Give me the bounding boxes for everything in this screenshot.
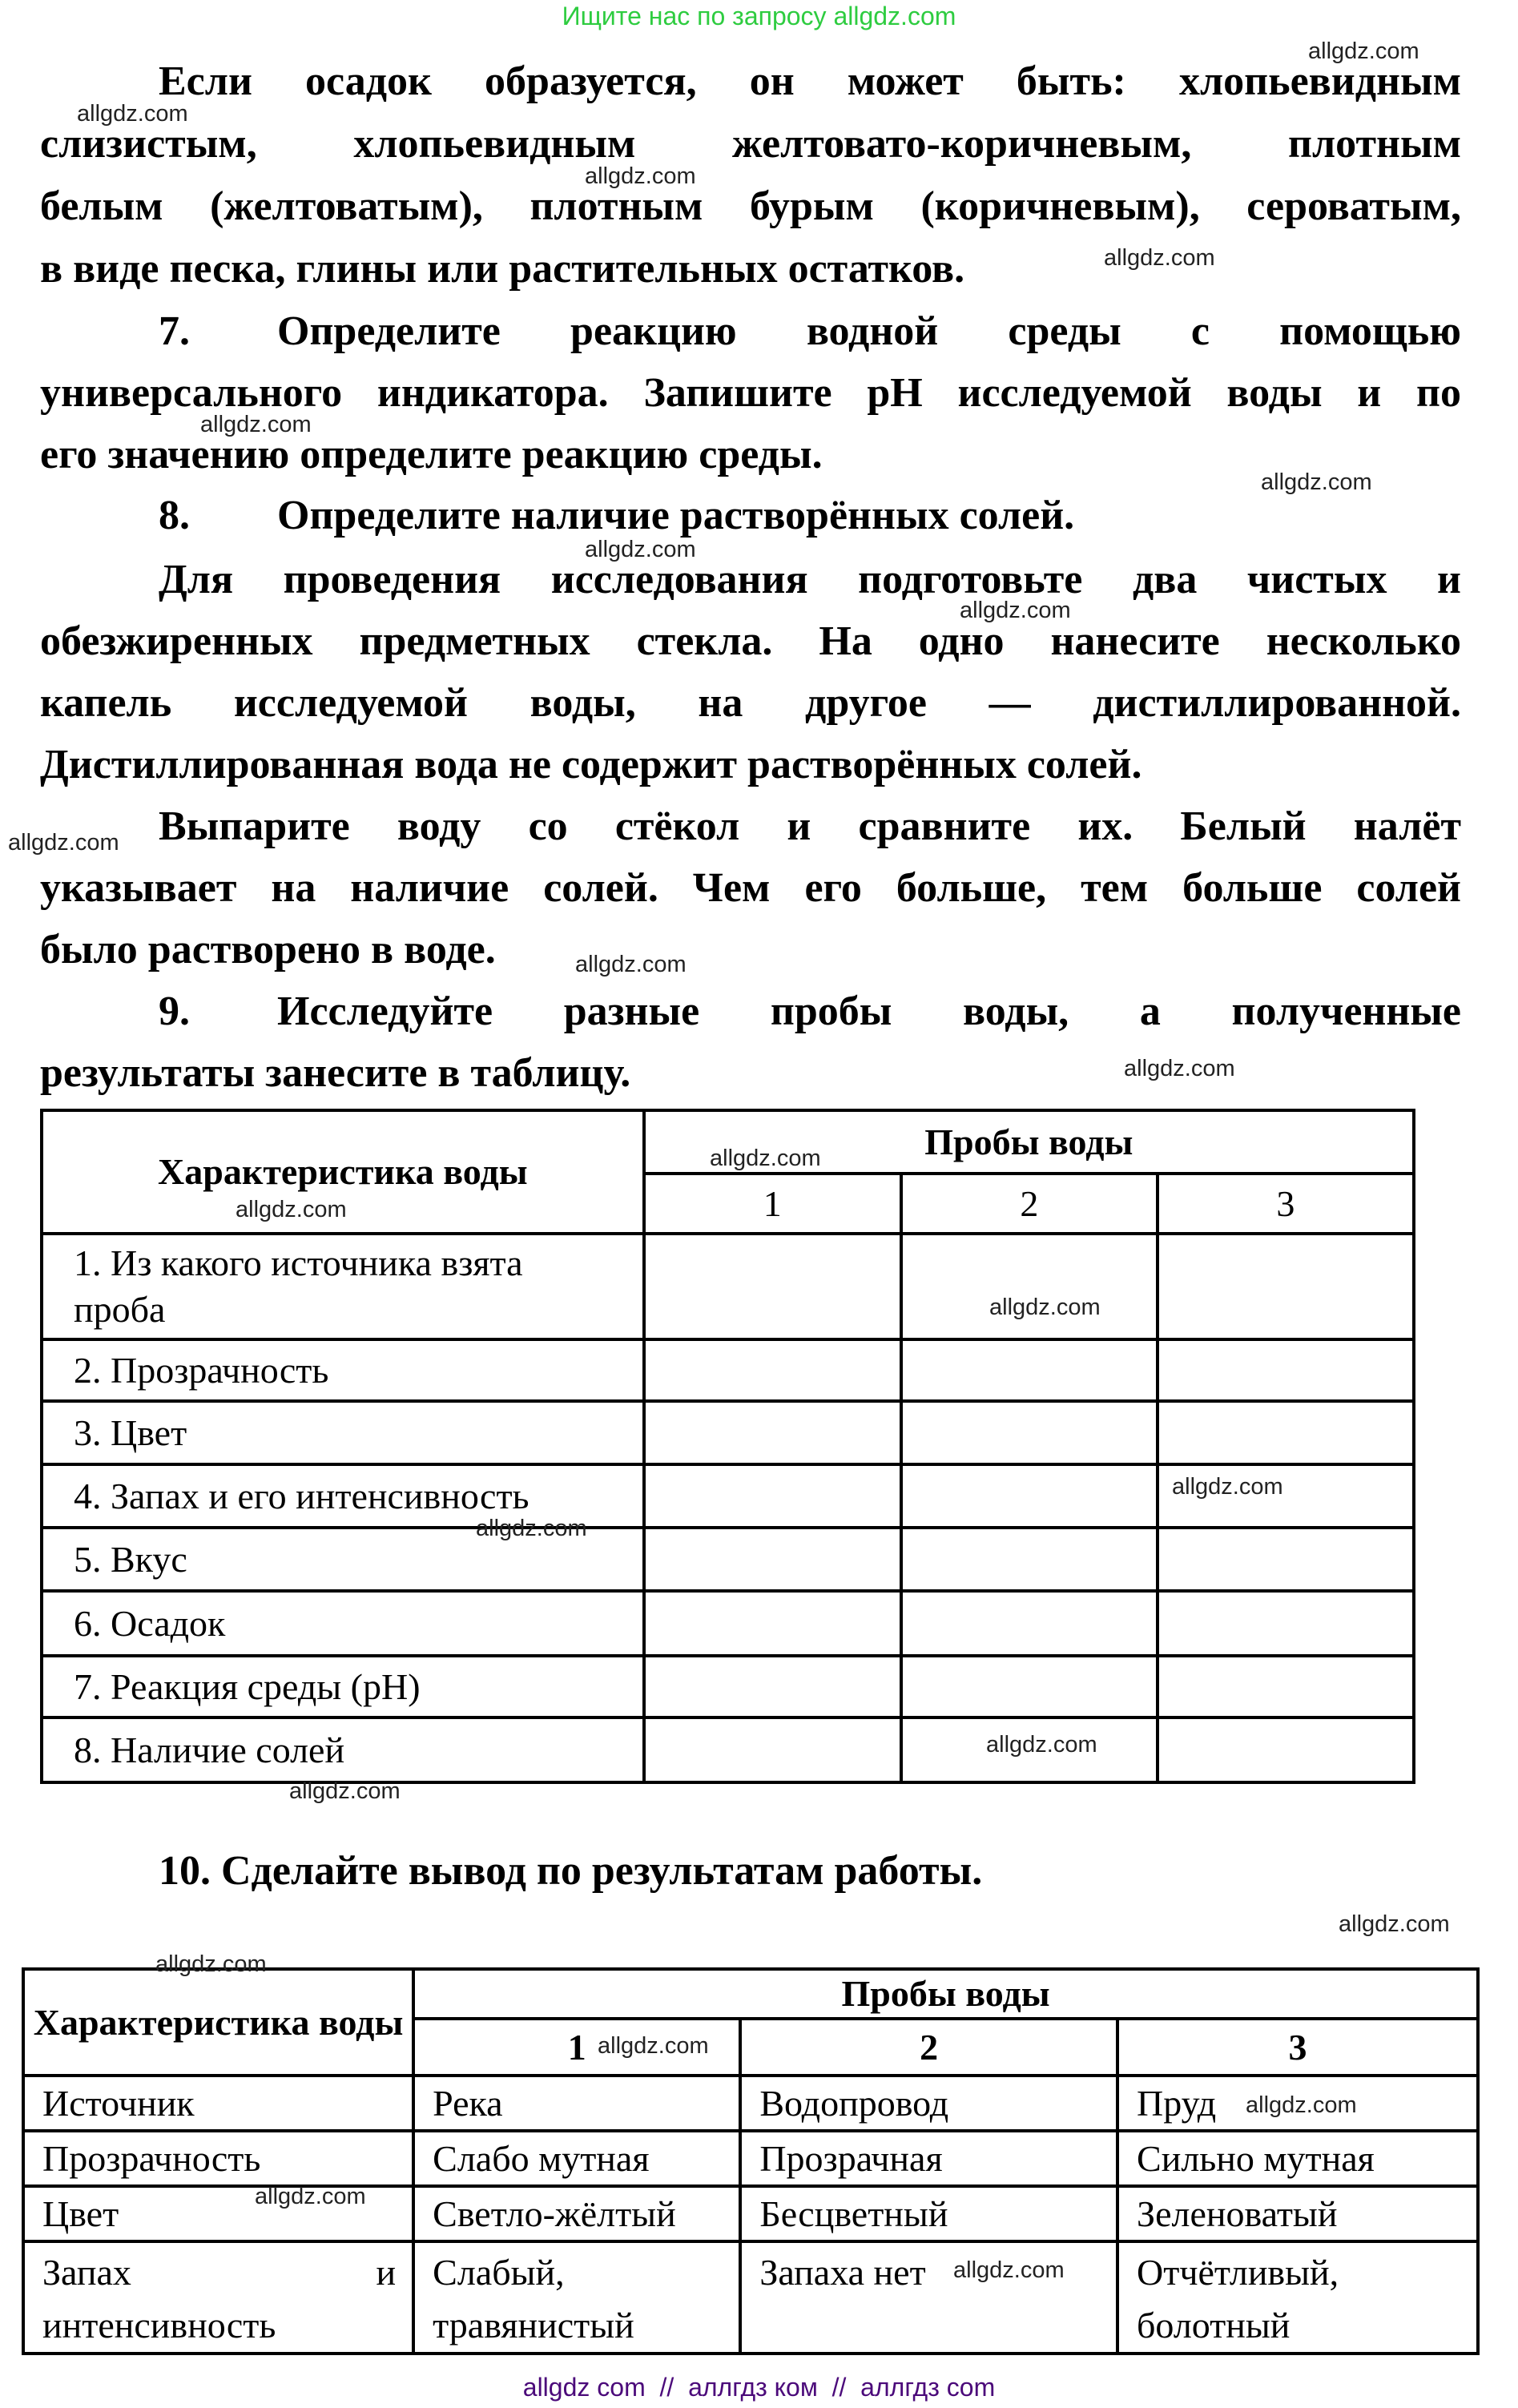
text-line: Для проведения исследования подготовьте два чистых и xyxy=(159,557,1461,602)
row-label: 7. Реакция среды (pH) xyxy=(42,1656,644,1717)
sample-1-header: 1 xyxy=(644,1174,901,1234)
text-line: Если осадок образуется, он может быть: хлопьевидным xyxy=(159,58,1461,104)
cell-value: Бесцветный xyxy=(740,2186,1117,2241)
input-cell[interactable] xyxy=(901,1464,1158,1528)
row-label: 1. Из какого источника взята проба xyxy=(42,1234,644,1339)
watermark: allgdz.com xyxy=(289,1778,401,1804)
step-8-line: 8. Определите наличие растворённых солей. xyxy=(159,493,1075,538)
sample-2-header: 2 xyxy=(901,1174,1158,1234)
row-label: 4. Запах и его интенсивность xyxy=(42,1464,644,1528)
row-label: 8. Наличие солей xyxy=(42,1717,644,1782)
cell-value: Зеленоватый xyxy=(1117,2186,1478,2241)
watermark: allgdz.com xyxy=(1172,1474,1283,1500)
step-10-heading: 10. Сделайте вывод по результатам работы. xyxy=(159,1848,983,1894)
watermark: allgdz.com xyxy=(989,1295,1101,1320)
watermark: allgdz.com xyxy=(585,163,696,189)
input-cell[interactable] xyxy=(1158,1339,1414,1401)
input-cell[interactable] xyxy=(644,1528,901,1591)
text-line: Выпарите воду со стёкол и сравните их. Белый налёт xyxy=(159,803,1461,849)
watermark: allgdz.com xyxy=(598,2033,709,2059)
text-line: Дистиллированная вода не содержит растворённых солей. xyxy=(40,742,1142,787)
row-label: Запах и интенсивность xyxy=(23,2241,413,2354)
row-label: Прозрачность xyxy=(23,2131,413,2186)
text-line: результаты занесите в таблицу. xyxy=(40,1050,631,1096)
step-number: 8. xyxy=(159,493,190,538)
cell-value: Река xyxy=(413,2076,740,2131)
text-line: обезжиренных предметных стекла. На одно нанесите несколько xyxy=(40,618,1461,664)
row-label: Цвет xyxy=(23,2186,413,2241)
results-table xyxy=(22,1967,1480,2355)
watermark: allgdz.com xyxy=(1124,1056,1235,1081)
input-cell[interactable] xyxy=(1158,1401,1414,1464)
row-label: 6. Осадок xyxy=(42,1591,644,1656)
input-cell[interactable] xyxy=(644,1717,901,1782)
watermark: allgdz.com xyxy=(77,101,188,127)
text-line: универсального индикатора. Запишите pH исследуемой воды и по xyxy=(40,370,1461,416)
input-cell[interactable] xyxy=(901,1656,1158,1717)
sample-3-header: 3 xyxy=(1117,2019,1478,2076)
row-label: Источник xyxy=(23,2076,413,2131)
watermark: allgdz.com xyxy=(476,1516,587,1541)
search-banner[interactable]: Ищите нас по запросу allgdz.com xyxy=(562,2,956,30)
text-line: его значению определите реакцию среды. xyxy=(40,432,823,477)
cell-value: Запаха нет xyxy=(740,2241,1117,2354)
watermark: allgdz.com xyxy=(575,952,687,977)
footer-watermark[interactable]: allgdz com // аллгдз ком // аллгдз com xyxy=(522,2373,996,2402)
text-line: в виде песка, глины или растительных остатков. xyxy=(40,246,965,292)
watermark: allgdz.com xyxy=(200,412,312,437)
watermark: allgdz.com xyxy=(155,1951,267,1977)
watermark: allgdz.com xyxy=(960,598,1071,623)
watermark: allgdz.com xyxy=(1339,1911,1450,1937)
input-cell[interactable] xyxy=(644,1339,901,1401)
text-line: указывает на наличие солей. Чем его больше, тем больше солей xyxy=(40,865,1461,911)
step-9-line: 9. Исследуйте разные пробы воды, а полученные xyxy=(159,989,1461,1034)
input-cell[interactable] xyxy=(644,1464,901,1528)
watermark: allgdz.com xyxy=(585,537,696,562)
input-cell[interactable] xyxy=(1158,1656,1414,1717)
input-cell[interactable] xyxy=(901,1339,1158,1401)
text-line: белым (желтоватым), плотным бурым (коричневым), сероватым, xyxy=(40,183,1461,229)
input-cell[interactable] xyxy=(1158,1234,1414,1339)
cell-value: Прозрачная xyxy=(740,2131,1117,2186)
header-characteristic: Характеристика воды xyxy=(42,1110,644,1234)
input-cell[interactable] xyxy=(644,1591,901,1656)
input-cell[interactable] xyxy=(644,1234,901,1339)
header-samples: Пробы воды xyxy=(644,1110,1414,1174)
text-line: слизистым, хлопьевидным желтовато-коричневым, плотным xyxy=(40,121,1461,167)
input-cell[interactable] xyxy=(901,1528,1158,1591)
input-cell[interactable] xyxy=(1158,1528,1414,1591)
cell-value: Пруд xyxy=(1117,2076,1478,2131)
watermark: allgdz.com xyxy=(1308,38,1419,64)
step-number: 9. xyxy=(159,989,190,1034)
cell-value: Отчётливый, болотный xyxy=(1117,2241,1478,2354)
input-cell[interactable] xyxy=(901,1591,1158,1656)
row-label: 5. Вкус xyxy=(42,1528,644,1591)
watermark: allgdz.com xyxy=(1246,2092,1357,2118)
watermark: allgdz.com xyxy=(1104,245,1215,271)
sample-1-header: 1 xyxy=(413,2019,740,2076)
cell-value: Водопровод xyxy=(740,2076,1117,2131)
cell-value: Слабо мутная xyxy=(413,2131,740,2186)
sample-2-header: 2 xyxy=(740,2019,1117,2076)
text-line: капель исследуемой воды, на другое — дистиллированной. xyxy=(40,680,1461,726)
cell-value: Светло-жёлтый xyxy=(413,2186,740,2241)
input-cell[interactable] xyxy=(644,1656,901,1717)
input-cell[interactable] xyxy=(1158,1717,1414,1782)
header-samples: Пробы воды xyxy=(413,1969,1478,2019)
sample-3-header: 3 xyxy=(1158,1174,1414,1234)
cell-value: Сильно мутная xyxy=(1117,2131,1478,2186)
input-cell[interactable] xyxy=(1158,1591,1414,1656)
input-cell[interactable] xyxy=(644,1401,901,1464)
input-cell[interactable] xyxy=(901,1234,1158,1339)
watermark: allgdz.com xyxy=(1261,469,1372,495)
step-7-line: 7. Определите реакцию водной среды с помощью xyxy=(159,308,1461,354)
watermark: allgdz.com xyxy=(710,1146,821,1171)
watermark: allgdz.com xyxy=(986,1732,1097,1758)
step-number: 7. xyxy=(159,308,190,354)
input-cell[interactable] xyxy=(901,1401,1158,1464)
header-characteristic: Характеристика воды xyxy=(23,1969,413,2076)
cell-value: Слабый, травянистый xyxy=(413,2241,740,2354)
watermark: allgdz.com xyxy=(255,2184,366,2209)
text-line: было растворено в воде. xyxy=(40,927,496,972)
watermark: allgdz.com xyxy=(953,2257,1065,2283)
row-label: 2. Прозрачность xyxy=(42,1339,644,1401)
watermark: allgdz.com xyxy=(236,1197,347,1222)
watermark: allgdz.com xyxy=(8,830,119,856)
row-label: 3. Цвет xyxy=(42,1401,644,1464)
